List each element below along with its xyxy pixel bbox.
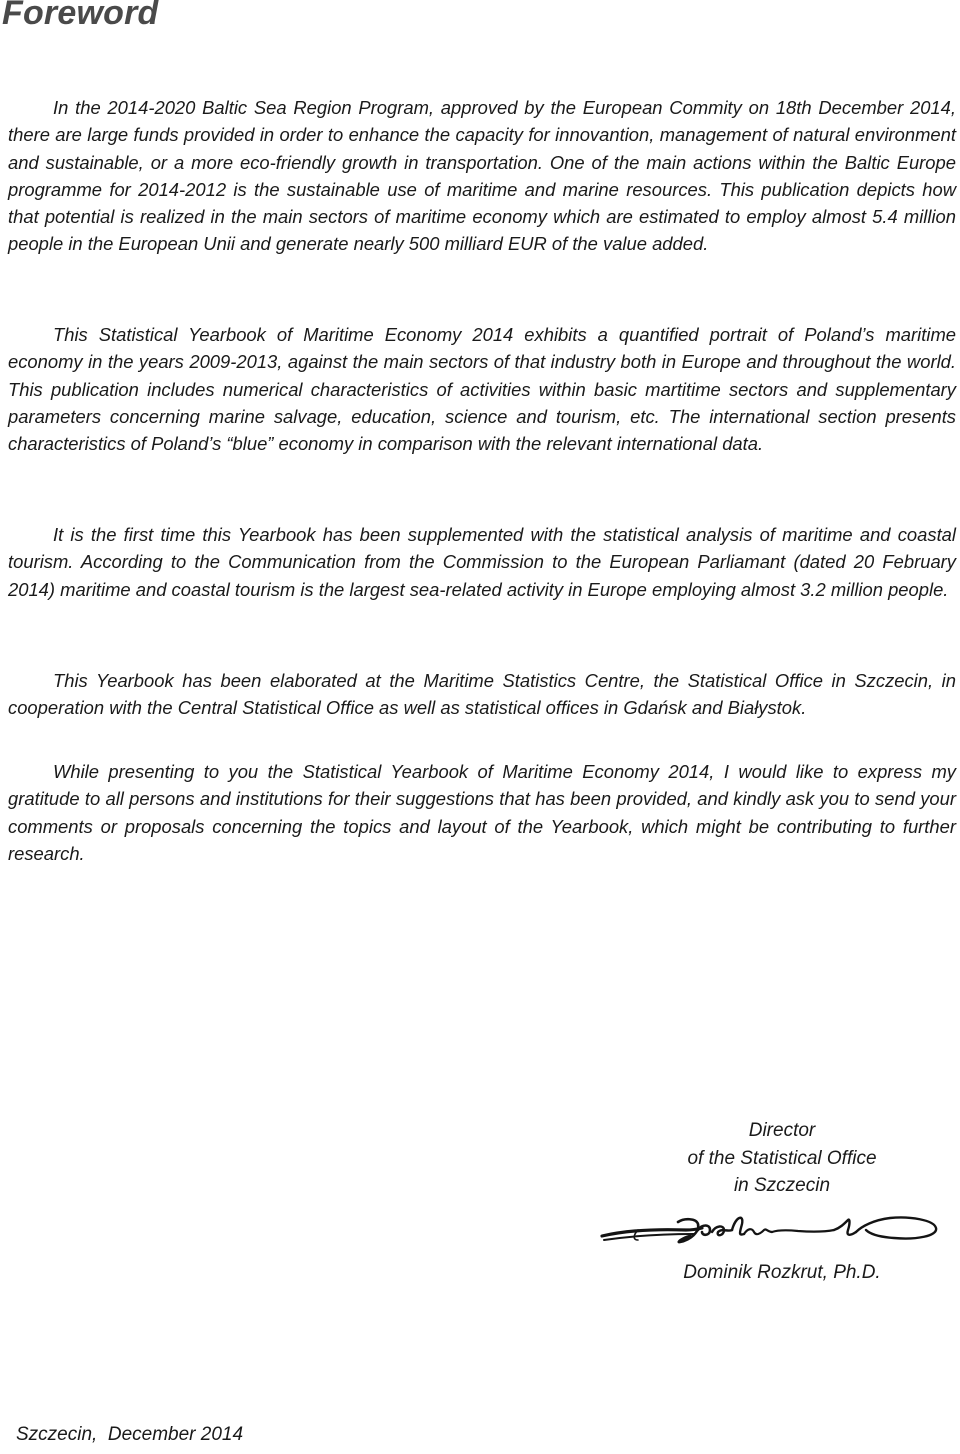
signatory-name: Dominik Rozkrut, Ph.D. xyxy=(683,1262,881,1283)
handwritten-signature xyxy=(598,1210,943,1258)
signatory-title-line-3: in Szczecin xyxy=(733,1175,831,1196)
paragraph-3: It is the first time this Yearbook has been supplemented with the statistical analysis of maritime and coastal tourism. According to the Communication from the Commission to the European Parliamant (dated 20 February 2014) maritime and coastal tourism is the largest sea-related activity in Europe employing almost 3.2 million people. xyxy=(8,524,956,600)
signatory-title xyxy=(620,1117,944,1200)
paragraph-4: This Yearbook has been elaborated at the Maritime Statistics Centre, the Statistical Office in Szczecin, in cooperation with the Central Statistical Office as well as statistical offices in Gdańsk and Białystok. xyxy=(8,670,956,719)
signatory-title-line-2: of the Statistical Office xyxy=(687,1147,877,1169)
signatory-title-line-1: Director xyxy=(748,1120,816,1141)
paragraph-1: In the 2014-2020 Baltic Sea Region Program, approved by the European Commity on 18th December 2014, there are large funds provided in order to enhance the capacity for innovantion, management of natural environment and sustainable, or a more eco-friendly growth in transportation. One of the main actions within the Baltic Europe programme for 2014-2012 is the sustainable use of maritime and marine resources. This publication depicts how that potential is realized in the main sectors of maritime economy which are estimated to employ almost 5.4 million people in the European Unii and generate nearly 500 milliard EUR of the value added. xyxy=(8,97,956,255)
paragraph-5: While presenting to you the Statistical Yearbook of Maritime Economy 2014, I would like to express my gratitude to all persons and institutions for their suggestions that has been provided, and kindly ask you to send your comments or proposals concerning the topics and layout of the Yearbook, which might be contributing to further research. xyxy=(8,761,956,864)
page-title: Foreword xyxy=(2,0,159,32)
place-and-date: Szczecin, December 2014 xyxy=(16,1424,244,1445)
paragraph-2: This Statistical Yearbook of Maritime Economy 2014 exhibits a quantified portrait of Poland’s maritime economy in the years 2009-2013, against the main sectors of that industry both in Europe and throughout the world. This publication includes numerical characteristics of activities within basic martitime sectors and supplementary parameters concerning marine salvage, education, science and tourism, etc. The international section presents characteristics of Poland’s “blue” economy in comparison with the relevant international data. xyxy=(8,324,956,455)
